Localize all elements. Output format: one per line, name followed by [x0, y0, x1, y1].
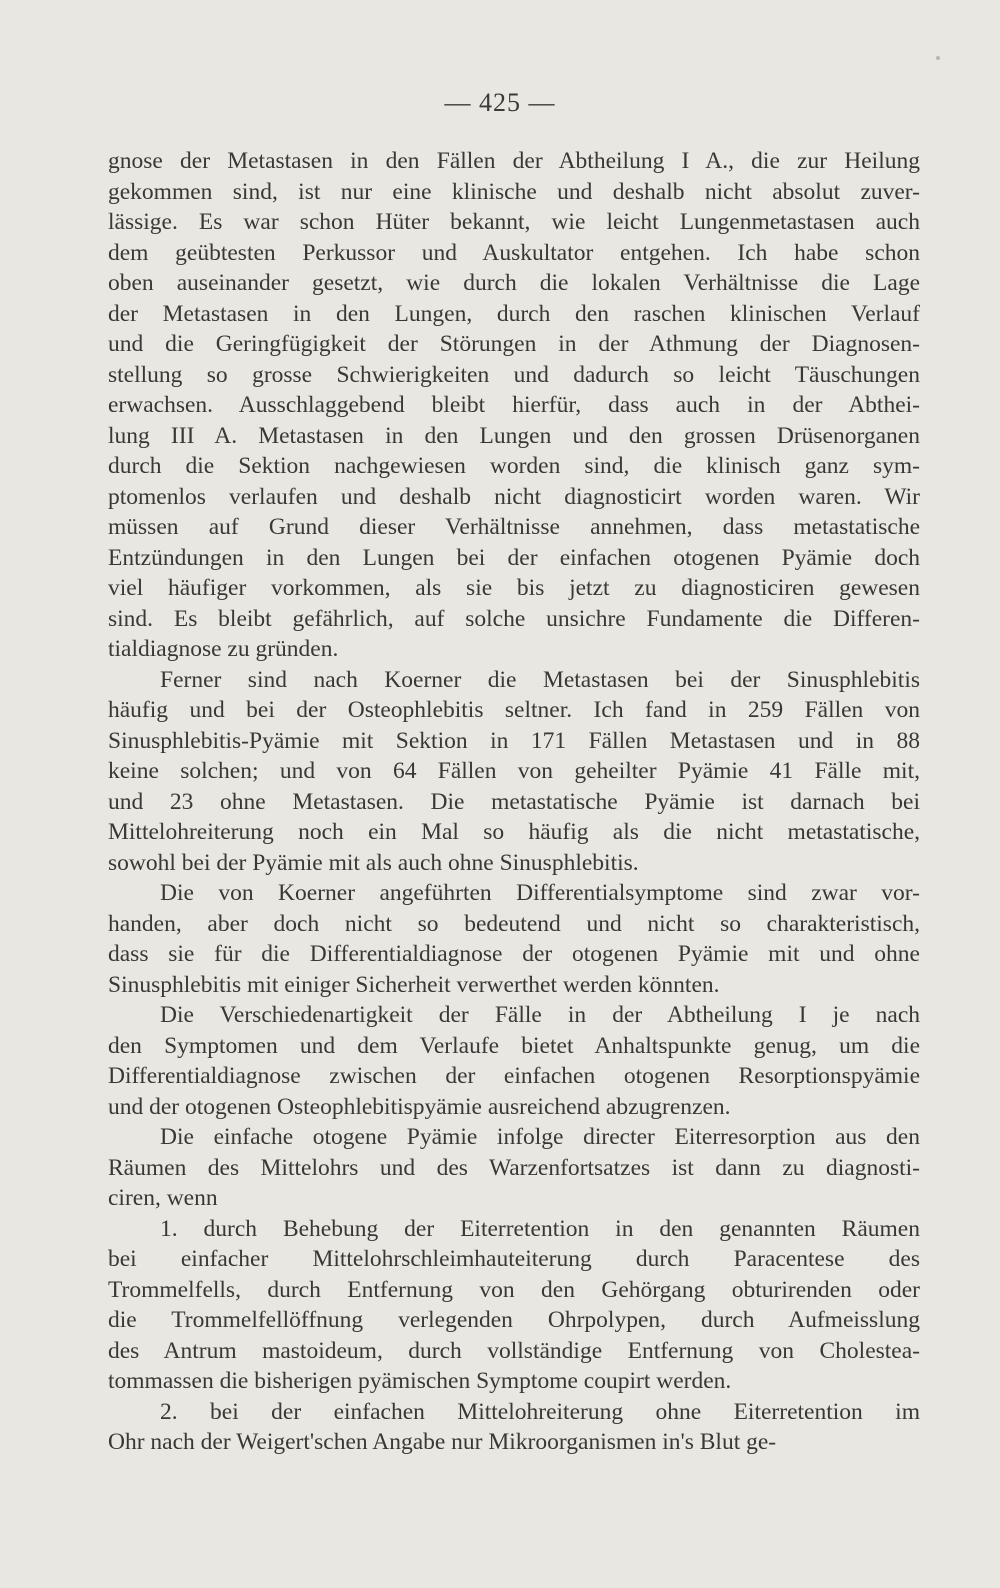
page-number: — 425 —: [444, 88, 556, 117]
text-line: Entzündungen in den Lungen bei der einfachen otogenen Pyämie doch: [108, 544, 920, 571]
text-line: gekommen sind, ist nur eine klinische und deshalb nicht absolut zuver-: [108, 178, 920, 205]
text-line: des Antrum mastoideum, durch vollständige Entfernung von Cholestea-: [108, 1337, 920, 1364]
text-line: und die Geringfügigkeit der Störungen in der Athmung der Diagnosen-: [108, 331, 920, 357]
text-line: müssen auf Grund dieser Verhältnisse annehmen, dass metastatische: [108, 514, 920, 540]
text-line: bei einfacher Mittelohrschleimhauteiterung durch Paracentese des: [108, 1246, 920, 1272]
text-line: oben auseinander gesetzt, wie durch die lokalen Verhältnisse die Lage: [108, 270, 920, 296]
paragraph-end-line: und der otogenen Osteophlebitispyämie ausreichend abzugrenzen.: [108, 1093, 731, 1120]
paragraph-end-line: sowohl bei der Pyämie mit als auch ohne Sinusphlebitis.: [108, 849, 639, 876]
paragraph-end-line: Sinusphlebitis mit einiger Sicherheit verwerthet werden könnten.: [108, 971, 720, 998]
text-line: gnose der Metastasen in den Fällen der Abtheilung I A., die zur Heilung: [108, 148, 920, 174]
paragraph-start-line: Ferner sind nach Koerner die Metastasen bei der Sinusphlebitis: [160, 666, 920, 693]
list-item-1-start: 1. durch Behebung der Eiterretention in den genannten Räumen: [160, 1215, 920, 1242]
text-line: stellung so grosse Schwierigkeiten und dadurch so leicht Täuschungen: [108, 361, 920, 388]
text-line: Trommelfells, durch Entfernung von den Gehörgang obturirenden oder: [108, 1276, 920, 1303]
text-line: häufig und bei der Osteophlebitis seltner. Ich fand in 259 Fällen von: [108, 697, 920, 723]
text-line: durch die Sektion nachgewiesen worden sind, die klinisch ganz sym-: [108, 453, 920, 479]
text-line: Sinusphlebitis-Pyämie mit Sektion in 171 Fällen Metastasen und in 88: [108, 727, 920, 754]
paragraph-start-line: Die von Koerner angeführten Differentialsymptome sind zwar vor-: [160, 880, 920, 906]
list-item-2-start: 2. bei der einfachen Mittelohreiterung ohne Eiterretention im: [160, 1398, 920, 1425]
text-line: dem geübtesten Perkussor und Auskultator entgehen. Ich habe schon: [108, 239, 920, 266]
text-line: Mittelohreiterung noch ein Mal so häufig als die nicht metastatische,: [108, 819, 920, 845]
text-line: viel häufiger vorkommen, als sie bis jetzt zu diagnosticiren gewesen: [108, 575, 920, 601]
text-line: dass sie für die Differentialdiagnose der otogenen Pyämie mit und ohne: [108, 941, 920, 967]
text-line: und 23 ohne Metastasen. Die metastatische Pyämie ist darnach bei: [108, 788, 920, 815]
text-line: handen, aber doch nicht so bedeutend und nicht so charakteristisch,: [108, 910, 920, 937]
paragraph-start-line: Die Verschiedenartigkeit der Fälle in der Abtheilung I je nach: [160, 1002, 920, 1028]
text-line: lässige. Es war schon Hüter bekannt, wie leicht Lungenmetastasen auch: [108, 209, 920, 235]
text-line: lung III A. Metastasen in den Lungen und den grossen Drüsenorganen: [108, 422, 920, 449]
text-line: der Metastasen in den Lungen, durch den raschen klinischen Verlauf: [108, 300, 920, 327]
text-line: keine solchen; und von 64 Fällen von geheilter Pyämie 41 Fälle mit,: [108, 758, 920, 784]
paragraph-end-line: ciren, wenn: [108, 1185, 218, 1211]
paper-speck: [936, 56, 940, 60]
text-line: ptomenlos verlaufen und deshalb nicht diagnosticirt worden waren. Wir: [108, 483, 920, 510]
text-line: Räumen des Mittelohrs und des Warzenfortsatzes ist dann zu diagnosti-: [108, 1154, 920, 1181]
text-line: sind. Es bleibt gefährlich, auf solche unsichre Fundamente die Differen-: [108, 605, 920, 632]
text-line: den Symptomen und dem Verlaufe bietet Anhaltspunkte genug, um die: [108, 1032, 920, 1059]
paragraph-start-line: Die einfache otogene Pyämie infolge directer Eiterresorption aus den: [160, 1124, 920, 1150]
text-line: erwachsen. Ausschlaggebend bleibt hierfür, dass auch in der Abthei-: [108, 392, 920, 418]
paragraph-end-line: tialdiagnose zu gründen.: [108, 636, 339, 662]
text-line: Ohr nach der Weigert'schen Angabe nur Mikroorganismen in's Blut ge-: [108, 1429, 777, 1455]
paragraph-end-line: tommassen die bisherigen pyämischen Symptome coupirt werden.: [108, 1368, 732, 1394]
text-line: die Trommelfellöffnung verlegenden Ohrpolypen, durch Aufmeisslung: [108, 1307, 920, 1333]
text-line: Differentialdiagnose zwischen der einfachen otogenen Resorptionspyämie: [108, 1063, 920, 1089]
page-text: [108, 146, 920, 1458]
